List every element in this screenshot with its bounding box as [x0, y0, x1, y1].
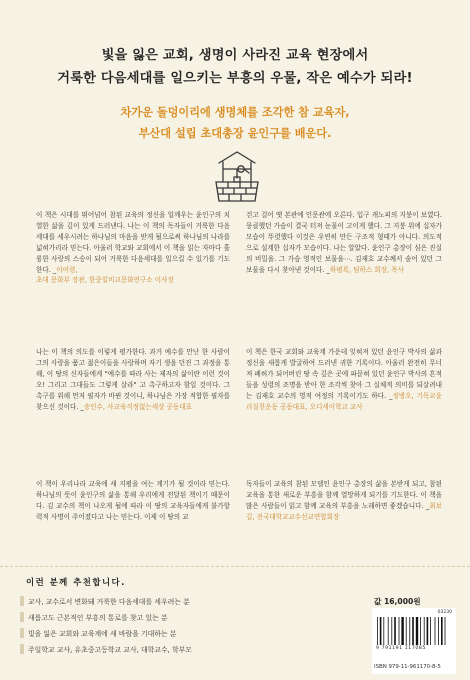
recommendation-text: 새롭고도 근본적인 부흥의 통로를 찾고 있는 분 — [28, 614, 168, 622]
barcode-number: 9 791191 117085 — [376, 646, 426, 651]
reviewer-name: 최보길, — [246, 501, 442, 521]
well-icon — [208, 149, 266, 203]
reviewer-title: 전국대학교교수선교연합회장 — [256, 512, 340, 521]
reviewer-title: 사교육걱정없는세상 공동대표 — [107, 402, 193, 411]
reviewer-name: 정병오, — [392, 391, 414, 400]
recommendation-text: 주일학교 교사, 유초중고등학교 교사, 대학교수, 학부모 — [28, 646, 192, 654]
headline — [0, 44, 470, 90]
price-label: 값 16,000원 — [374, 597, 421, 606]
review-text: 나는 이 책의 의도를 이렇게 평가한다. 과거 예수를 만난 한 사람이 그의 사랑을 품고 젊은이들을 사랑하며 자기 생을 던진 그 과정을 통해, 이 땅의 신자들에게 "예수를 따라 사는 제자의 삶이란 이런 것이오! 그리고 그대들도 그렇게 살라" 고 촉구하고자 함일 것이다. 그 촉구를 위해 먼저 필자가 바뀐 것이니, 하나님은 가장 적합한 필자를 찾으신 것이다. _ — [36, 348, 230, 411]
headline-line-2: 거룩한 다음세대를 일으키는 부흥의 우물, 작은 예수가 되라! — [57, 71, 413, 86]
review-text: 이 책은 시대를 뛰어넘어 참된 교육의 정신을 일깨우는 윤인구의 치열한 삶을 깊이 있게 드러낸다. 나는 이 책의 독자들이 거룩한 다음세대를 세우시려는 하나님의 마음을 받게 될으로써 하나님의 나라를 넓혀가리라 믿는다. 아울러 학교와 교회에서 이 책을 읽는 자마다 훌륭한 사랑의 스승이 되어 거룩한 다음세대를 일으킬 수 있기를 기도한다. _ — [36, 211, 230, 274]
reviewer-name: 송인수, — [83, 402, 106, 411]
recommendation-text: 빛을 잃은 교회와 교육계에 새 바람을 기대하는 분 — [28, 630, 177, 638]
review-left-3 — [36, 479, 230, 523]
recommendation-item — [20, 594, 340, 608]
review-text: 이 책은 한국 교회와 교육계 가운데 잊혀져 있던 윤인구 박사의 삶과 정신을 새롭게 발굴하여 드러낸 귀한 기록이다. 아울러 완전히 무너져 폐허가 되어버린 땅 속 깊은 곳에 파묻혀 있던 윤인구 박사의 흔적들을 성령의 조명을 받아 한 조각씩 찾아 그 실체적 의미를 되살려내는 김재호 교수의 영적 여정의 기록이기도 하다. _ — [246, 348, 442, 400]
recommendation-item — [20, 610, 340, 624]
recommendation-text: 교사, 교수로서 변화돼 거룩한 다음세대를 세우려는 분 — [28, 598, 190, 606]
reviewer-title: 기독교윤리실천운동 공동대표, 오디세이학교 교사 — [246, 391, 442, 411]
review-signature — [84, 403, 192, 411]
recommendation-title: 이런 분께 추천합니다. — [26, 577, 126, 587]
bullet-bar — [20, 644, 24, 654]
review-signature — [36, 266, 174, 285]
review-left-1 — [36, 210, 230, 286]
bullet-bar — [20, 612, 24, 622]
review-text: 이 책이 우리나라 교육에 새 지평을 여는 계기가 될 것이라 믿는다. 하나님의 뜻이 윤인구의 삶을 통해 우리에게 전달된 책이기 때문이다. 김 교수의 책이 나오게 될에 따라 이 땅의 교육자들에게 불가항력적 사명이 주어졌다고 나는 믿는다. 이제 이 땅의 교 — [36, 480, 230, 521]
reviewer-name: 이어령, — [56, 265, 78, 274]
reviewer-title: 팀하스 회장, 목사 — [353, 265, 405, 274]
bullet-bar — [20, 596, 24, 606]
recommendation-item — [20, 642, 340, 656]
subheadline — [0, 102, 470, 144]
review-text: 독자들이 교육의 참된 모델인 윤인구 총장의 삶을 본받게 되고, 참된 교육을 통한 새로운 부흥을 함께 열망하게 되기를 기도한다. 이 책을 많은 사람들이 읽고 함께 교육의 부흥을 노래하면 좋겠습니다. _ — [246, 480, 442, 510]
review-right-2 — [246, 347, 442, 412]
subheadline-line-1: 차가운 돌덩이리에 생명체를 조각한 참 교육자, — [120, 106, 350, 119]
recommendation-box — [20, 576, 340, 658]
reviewer-title: 초대 문화부 장관, 한중일비교문화연구소 이사장 — [36, 276, 174, 285]
review-right-1 — [246, 210, 442, 275]
bullet-bar — [20, 628, 24, 638]
recommendation-item — [20, 626, 340, 640]
reviewer-name: 하평록, — [329, 265, 352, 274]
barcode-add-on: 03230 — [437, 610, 452, 615]
review-text: 걷고 걸어 옛 본관에 인문관에 오른다. 입구 캐노피의 지붕이 보였다. 뭉클했던 가슴이 결국 터져 눈물이 고이게 했다. 그 지붕 위에 십자가 모습이 뚜렷했다 이것은 우연히 만든 구조적 형태가 아니다. 의도적으로 설계한 십자가 모습이다. 나는 알았다. 윤인구 총장이 심은 진실의 비밀을. 그 가슴 영적인 보물을⋯. 김재호 교수께서 숨어 있던 그 보물을 다시 찾아낸 것이다. _ — [246, 211, 442, 274]
subheadline-line-2: 부산대 설립 초대총장 윤인구를 배운다. — [138, 127, 332, 140]
barcode-icon — [376, 617, 452, 645]
section-divider — [0, 566, 470, 567]
review-right-3 — [246, 479, 442, 523]
isbn-label: ISBN 979-11-961170-8-5 — [374, 664, 441, 670]
headline-line-1: 빛을 잃은 교회, 생명이 사라진 교육 현장에서 — [101, 48, 369, 63]
review-left-2 — [36, 347, 230, 412]
review-signature — [330, 266, 404, 274]
